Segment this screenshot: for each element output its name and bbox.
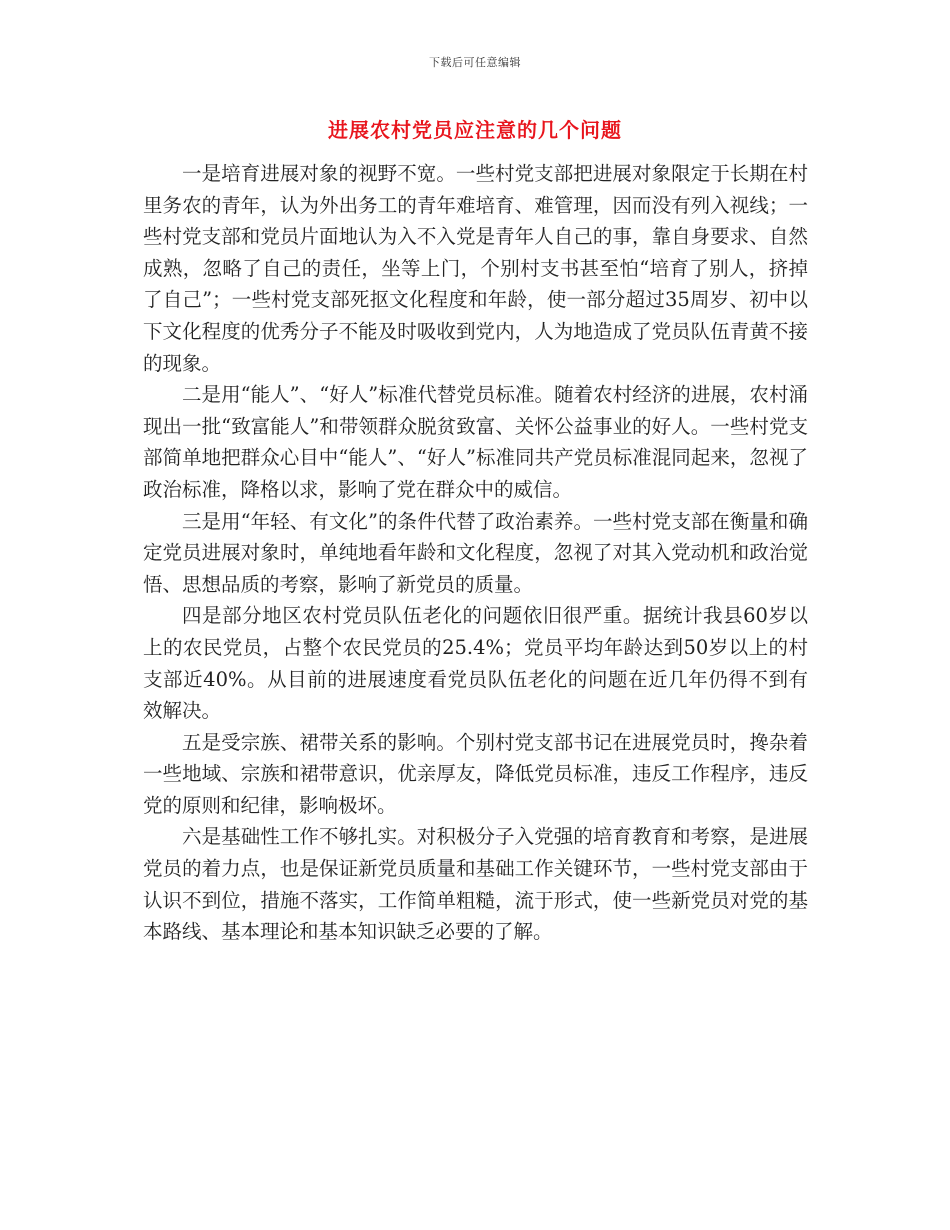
document-body — [143, 158, 808, 948]
document-title: 进展农村党员应注意的几个问题 — [328, 118, 622, 142]
paragraph-1: 一是培育进展对象的视野不宽。一些村党支部把进展对象限定于长期在村里务农的青年，认为外出务工的青年难培育、难管理，因而没有列入视线；一些村党支部和党员片面地认为入不入党是青年人自己的事，靠自身要求、自然成熟，忽略了自己的责任，坐等上门，个别村支书甚至怕“培育了别人，挤掉了自己”；一些村党支部死抠文化程度和年龄，使一部分超过35周岁、初中以下文化程度的优秀分子不能及时吸收到党内，人为地造成了党员队伍青黄不接的现象。 — [143, 162, 808, 375]
paragraph-6: 六是基础性工作不够扎实。对积极分子入党强的培育教育和考察，是进展党员的着力点，也是保证新党员质量和基础工作关键环节，一些村党支部由于认识不到位，措施不落实，工作简单粗糙，流于形式，使一些新党员对党的基本路线、基本理论和基本知识缺乏必要的了解。 — [143, 825, 808, 944]
header-note: 下载后可任意编辑 — [429, 56, 521, 69]
paragraph-3: 三是用“年轻、有文化”的条件代替了政治素养。一些村党支部在衡量和确定党员进展对象时，单纯地看年龄和文化程度，忽视了对其入党动机和政治觉悟、思想品质的考察，影响了新党员的质量。 — [143, 509, 808, 596]
paragraph-5: 五是受宗族、裙带关系的影响。个别村党支部书记在进展党员时，搀杂着一些地域、宗族和裙带意识，优亲厚友，降低党员标准，违反工作程序，违反党的原则和纪律，影响极坏。 — [143, 730, 808, 817]
paragraph-4: 四是部分地区农村党员队伍老化的问题依旧很严重。据统计我县60岁以上的农民党员，占整个农民党员的25.4%；党员平均年龄达到50岁以上的村支部近40%。从目前的进展速度看党员队伍老化的问题在近几年仍得不到有效解决。 — [143, 604, 808, 723]
paragraph-2: 二是用“能人”、“好人”标准代替党员标准。随着农村经济的进展，农村涌现出一批“致富能人”和带领群众脱贫致富、关怀公益事业的好人。一些村党支部简单地把群众心目中“能人”、“好人”标准同共产党员标准混同起来，忽视了政治标准，降格以求，影响了党在群众中的威信。 — [143, 383, 808, 501]
